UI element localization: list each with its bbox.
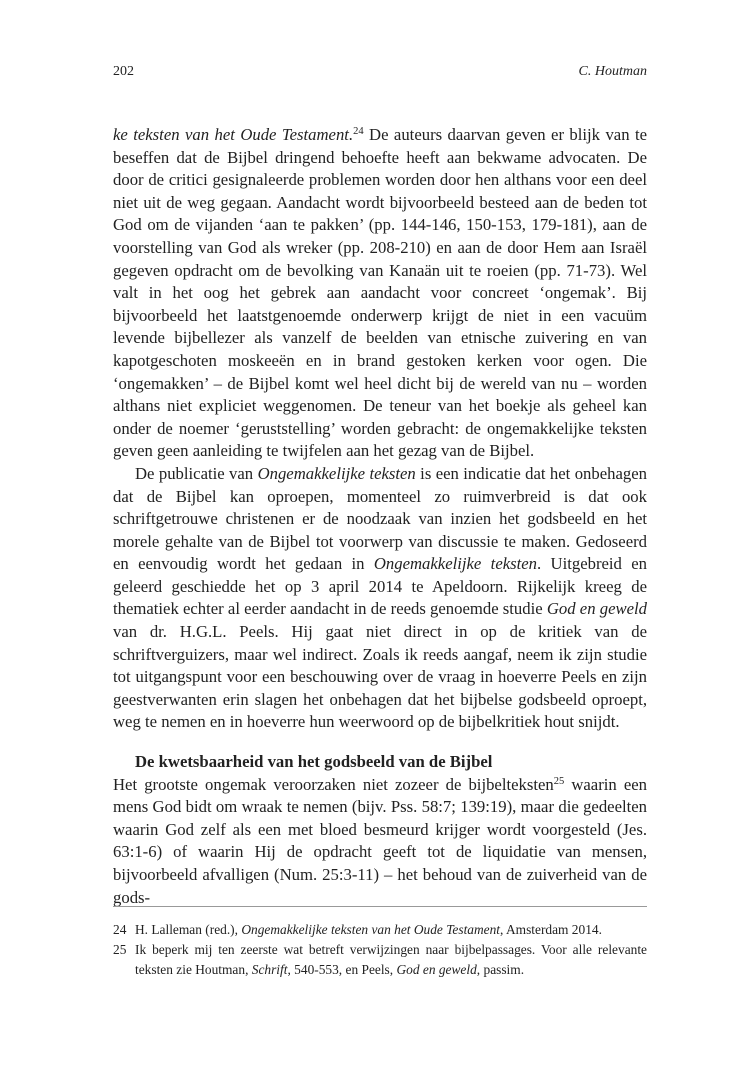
paragraph-2 — [113, 463, 647, 734]
paragraph-2-text-b: is een indicatie dat het onbehagen dat de Bijbel kan oproepen, momenteel zo ruimverbreid is dat ook schriftgetrouwe christenen er de noodzaak van inzien het godsbeeld en het morele gehalte van de Bijbel tot voorwerp van discussie te maken. Gedoseerd en eenvoudig wordt het gedaan in — [113, 463, 647, 574]
paragraph-3-text-b: waarin een mens God bidt om wraak te nemen (bijv. Pss. 58:7; 139:19), maar die gedeelten waarin God zelf als een met bloed besmeurd krijger wordt voorgesteld (Jes. 63:1-6) of waarin Hij de opdracht geeft tot de liquidatie van mensen, bijvoorbeeld afvalligen (Num. 25:3-11) – het behoud van de zuiverheid van de gods- — [113, 774, 648, 907]
footnote-title-italic: God en geweld — [396, 962, 477, 977]
book-title-italic: Ongemakkelijke teksten — [373, 554, 538, 574]
section-heading: De kwetsbaarheid van het godsbeeld van de Bijbel — [135, 752, 493, 772]
footnote-title-italic: Schrift — [251, 962, 288, 977]
footnote-number: 24 — [113, 922, 127, 937]
book-title-italic: God en geweld — [546, 599, 647, 619]
paragraph-1-text: De auteurs daarvan geven er blijk van te beseffen dat de Bijbel dringend behoefte heeft aan bekwame advocaten. De door de critici gesignaleerde problemen worden door hen althans voor een deel niet uit de weg gegaan. Aandacht wordt bijvoorbeeld besteed aan de beden tot God om de vijanden ‘aan te pakken’ (pp. 144-146, 150-153, 179-181), aan de voorstelling van God als wreker (pp. 208-210) en aan de door Hem aan Israël gegeven opdracht om de bevolking van Kanaän uit te roeien (pp. 71-73). Wel valt in het oog het gebrek aan aandacht voor concreet ‘ongemak’. Bij bijvoorbeeld het laatstgenoemde onderwerp krijgt de niet in een vacuüm levende bijbellezer als vanzelf de beelden van etnische zuivering en van kapotgeschoten moskeeën en in brand gestoken kerken voor ogen. Die ‘ongemakken’ – de Bijbel komt wel heel dicht bij de wereld van nu – worden althans niet expliciet weggenomen. De teneur van het boekje als geheel kan onder de noemer ‘geruststelling’ worden gebracht: de ongemakkelijke teksten geven geen aanleiding te twijfelen aan het gezag van de Bijbel. — [113, 125, 647, 461]
footnote-text-a: Ik beperk mij ten zeerste wat betreft verwijzingen naar bijbelpassages. Voor alle relevante teksten zie Houtman, — [135, 942, 647, 977]
footnote-text-c: , passim. — [476, 962, 525, 977]
footnote-ref-24[interactable]: 24 — [353, 126, 364, 137]
footnote-text — [135, 940, 647, 980]
footnote-divider — [113, 906, 647, 907]
footnote-24 — [113, 920, 647, 940]
footnote-ref-25[interactable]: 25 — [553, 775, 565, 787]
footnotes — [113, 920, 647, 980]
footnote-number: 25 — [113, 942, 127, 957]
footnote-title-italic: Ongemakkelijke teksten van het Oude Testament — [241, 922, 501, 937]
paragraph-2-text-d: van dr. H.G.L. Peels. Hij gaat niet direct in op de kritiek van de schriftverguizers, maar wel indirect. Zoals ik reeds aangaf, neem ik zijn studie tot uitgangspunt voor een beschouwing over de vraag in hoeverre Peels en zijn geestverwanten erin slagen het onbehagen dat het bijbelse godsbeeld oproept, weg te nemen en in hoeverre hun weerwoord op de bijbelkritiek hout snijdt. — [113, 622, 647, 732]
footnote-25 — [113, 940, 647, 980]
page-number: 202 — [113, 64, 134, 79]
continued-title-italic: ke teksten van het Oude Testament. — [113, 125, 354, 144]
footnote-text-a: H. Lalleman (red.), — [135, 922, 242, 937]
paragraph-2-text-c: . Uitgebreid en geleerd geschiedde het op 3 april 2014 te Apeldoorn. Rijkelijk kreeg de thematiek echter al eerder aandacht in de reeds genoemde studie — [113, 554, 647, 619]
footnote-text-b: , Amsterdam 2014. — [500, 922, 602, 937]
footnote-text-b: , 540-553, en Peels, — [287, 962, 397, 977]
paragraph-1 — [113, 124, 647, 463]
book-title-italic: Ongemakkelijke teksten — [257, 463, 416, 483]
paragraph-3 — [113, 774, 647, 910]
main-text — [113, 124, 647, 909]
running-author: C. Houtman — [578, 64, 647, 79]
paragraph-3-text-a: Het grootste ongemak veroorzaken niet zozeer de bijbelteksten — [113, 774, 554, 794]
paragraph-2-text-a: De publicatie van — [135, 463, 258, 483]
footnote-text — [135, 920, 647, 940]
